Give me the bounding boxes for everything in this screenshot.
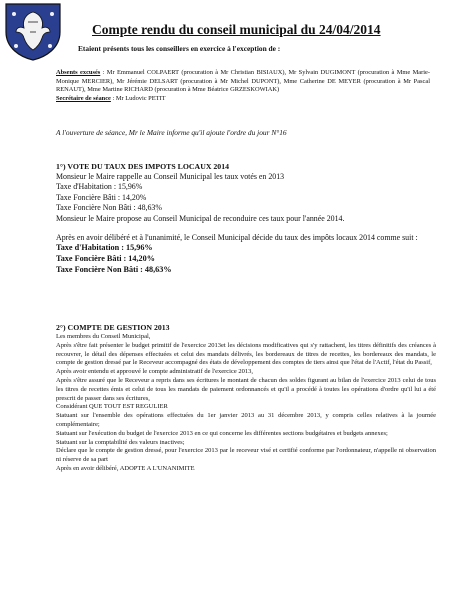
- municipal-crest-logo: [2, 2, 64, 62]
- rate-2013-foncier-non-bati: Taxe Foncière Non Bâti : 48,63%: [56, 203, 162, 213]
- section-1-intro: Monsieur le Maire rappelle au Conseil Municipal les taux votés en 2013: [56, 172, 285, 181]
- section-2-line: Après en avoir délibéré, ADOPTE A L'UNANIMITE: [56, 464, 195, 472]
- absents-paragraph: [56, 69, 430, 103]
- opening-note: A l'ouverture de séance, Mr le Maire informe qu'il ajoute l'ordre du jour N°16: [56, 128, 287, 137]
- document-title: Compte rendu du conseil municipal du 24/04/2014: [92, 22, 381, 37]
- section-1: [56, 162, 436, 276]
- section-2-line: Statuant sur l'ensemble des opérations effectuées du 1er janvier 2013 au 31 décembre 2013, y compris celles relatives à la journée complémentaire;: [56, 412, 436, 428]
- attendance-line: Etaient présents tous les conseillers en exercice à l'exception de :: [78, 44, 281, 53]
- section-2-line: Les membres du Conseil Municipal,: [56, 333, 151, 340]
- section-2-line: Statuant sur l'exécution du budget de l'exercice 2013 en ce qui concerne les différentes sections budgétaires et budgets annexes;: [56, 429, 388, 437]
- section-2-line: Après s'être assuré que le Receveur a repris dans ses écritures le montant de chacun des soldes figurant au bilan de l'exercice 2013 celui de tous les titres de recettes émis et celui de tous les mandats de paiement ordonnancés et qu'il a procédé à toutes les opérations d'ordre qu'il lui a été prescrit de passer dans ses écritures,: [56, 376, 436, 402]
- rate-2014-foncier-bati: Taxe Foncière Bâti : 14,20%: [56, 254, 155, 264]
- section-2-body: [56, 333, 436, 474]
- section-2-line: Après s'être fait présenter le budget primitif de l'exercice 2013et les décisions modificatives qui s'y rattachent, les titres définitifs des créances à recouvrer, le détail des dépenses effectuées et celui des mandats délivrés, les bordereaux de titres de recettes, les bordereaux des mandats, le compte de gestion dressé par le Receveur accompagné des états de développement des comptes de tiers ainsi que l'état de l'Actif, l'état du Passif,: [56, 341, 436, 367]
- section-2-line: Considérant QUE TOUT EST REGULIER: [56, 403, 168, 411]
- rate-2014-foncier-non-bati: Taxe Foncière Non Bâti : 48,63%: [56, 265, 172, 275]
- section-1-proposal: Monsieur le Maire propose au Conseil Municipal de reconduire ces taux pour l'année 2014.: [56, 213, 345, 223]
- section-2: [56, 323, 436, 474]
- section-2-line: Statuant sur la comptabilité des valeurs inactives;: [56, 438, 185, 446]
- section-2-heading: 2°) COMPTE DE GESTION 2013: [56, 323, 170, 332]
- secretary-label: Secrétaire de séance: [56, 94, 111, 102]
- rate-2013-habitation: Taxe d'Habitation : 15,96%: [56, 182, 143, 192]
- section-2-line: Après avoir entendu et approuvé le compte administratif de l'exercice 2013,: [56, 368, 253, 376]
- secretary-value: : Mr Ludovic PETIT: [110, 94, 166, 102]
- section-2-line: Déclare que le compte de gestion dressé, pour l'exercice 2013 par le receveur visé et certifié conforme par l'ordonnateur, n'appelle ni observation ni réserve de sa part: [56, 447, 436, 464]
- rate-2013-foncier-bati: Taxe Foncière Bâti : 14,20%: [56, 192, 147, 202]
- absents-text: : Mr Emmanuel COLPAERT (procuration à Mr Christian BISIAUX), Mr Sylvain DUGIMONT (procuration à Mme Marie-Monique MERCIER), Mr Jérémie DELSART (procuration à Mr Michel DUPONT), Mme Catherine DE MEYER (procuration à Mr Pascal RENAUT), Mme Martine RICHARD (procuration à Mme Béatrice GRZESKOWIAK): [56, 69, 430, 94]
- rate-2014-habitation: Taxe d'Habitation : 15,96%: [56, 243, 153, 253]
- section-1-decision: Après en avoir délibéré et à l'unanimité, le Conseil Municipal décide du taux des impôts locaux 2014 comme suit :: [56, 233, 418, 243]
- absents-label: Absents excusés: [56, 69, 101, 76]
- section-1-heading: 1°) VOTE DU TAUX DES IMPOTS LOCAUX 2014: [56, 162, 229, 171]
